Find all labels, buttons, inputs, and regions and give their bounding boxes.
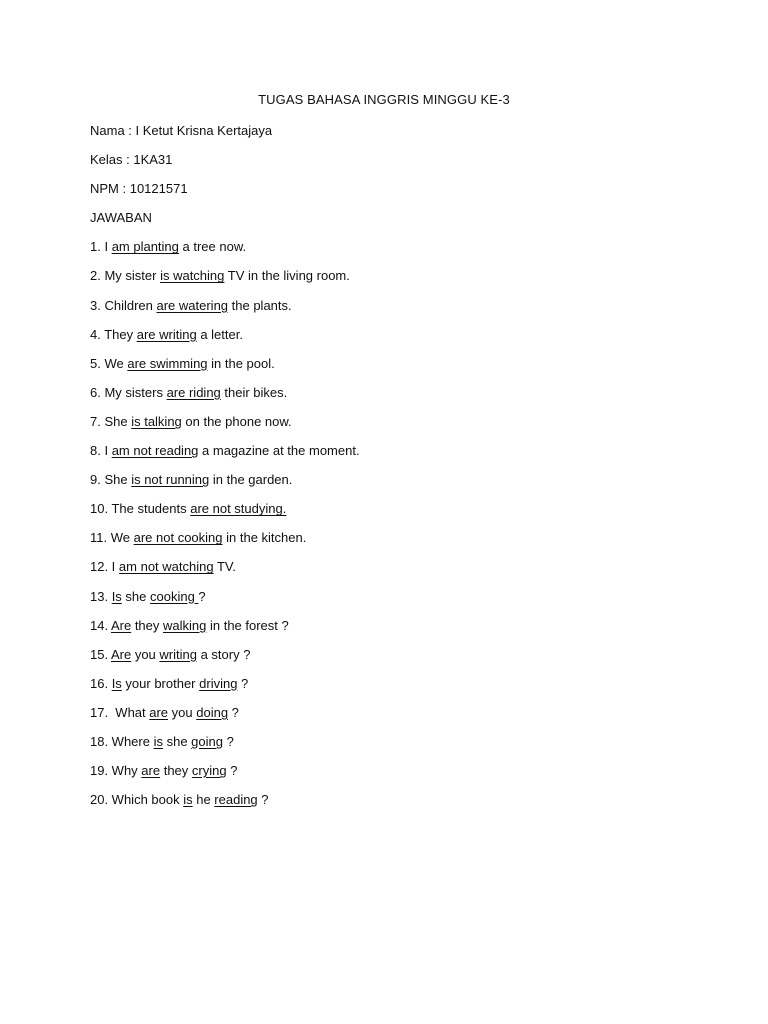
document-title: TUGAS BAHASA INGGRIS MINGGU KE-3 <box>258 92 510 107</box>
answer-line <box>90 238 730 267</box>
answer-text: 17. What <box>90 704 150 720</box>
answer-text: they <box>131 617 163 633</box>
answer-underlined-text: are writing <box>136 326 197 342</box>
answer-underlined-text: is <box>183 792 193 808</box>
answer-text: you <box>131 646 160 662</box>
answer-text: 16. <box>90 675 112 691</box>
answer-text: your brother <box>121 675 200 691</box>
answer-text: 14. <box>90 617 111 633</box>
answer-text: ? <box>198 588 206 604</box>
answer-underlined-text: is not running <box>131 472 210 488</box>
answer-text: a tree now. <box>178 239 247 255</box>
answer-underlined-text: Is <box>111 588 122 604</box>
answer-line <box>90 297 730 326</box>
answer-list <box>90 238 730 820</box>
answer-text: 5. We <box>90 355 128 371</box>
answer-underlined-text: is watching <box>160 268 225 284</box>
answer-text: 18. Where <box>90 733 154 749</box>
answer-text: 13. <box>90 588 112 604</box>
answer-text: TV. <box>213 559 237 575</box>
kelas-line: Kelas : 1KA31 <box>90 152 173 168</box>
answer-underlined-text: writing <box>159 646 197 662</box>
answer-text: on the phone now. <box>181 413 292 429</box>
answer-line <box>90 617 730 646</box>
answer-text: 7. She <box>90 413 132 429</box>
answer-text: 8. I <box>90 443 112 459</box>
answer-line <box>90 500 730 529</box>
answer-text: ? <box>226 763 238 779</box>
answer-line <box>90 558 730 587</box>
answer-line <box>90 442 730 471</box>
answer-text: he <box>192 792 215 808</box>
answer-line <box>90 413 730 442</box>
answer-text: in the pool. <box>207 355 275 371</box>
answer-text: a story ? <box>196 646 251 662</box>
answer-text: 19. Why <box>90 763 142 779</box>
answer-text: 15. <box>90 646 111 662</box>
answer-underlined-text: going <box>191 733 223 749</box>
npm-line: NPM : 10121571 <box>90 181 188 197</box>
document-body <box>90 122 730 820</box>
answer-line <box>90 529 730 558</box>
answer-underlined-text: driving <box>199 675 238 691</box>
answer-text: ? <box>257 792 269 808</box>
answer-underlined-text: walking <box>163 617 207 633</box>
answer-text: their bikes. <box>220 384 288 400</box>
answer-text: they <box>160 763 192 779</box>
answer-line <box>90 384 730 413</box>
answer-underlined-text: is <box>153 733 163 749</box>
answer-text: ? <box>222 733 234 749</box>
answer-line <box>90 646 730 675</box>
answer-underlined-text: are <box>141 763 161 779</box>
answer-line <box>90 733 730 762</box>
answer-text: you <box>168 704 197 720</box>
answer-underlined-text: are swimming <box>127 355 208 371</box>
answer-text: 10. The students <box>90 501 191 517</box>
answer-text: 6. My sisters <box>90 384 167 400</box>
answer-text: in the forest ? <box>206 617 289 633</box>
answer-text: 2. My sister <box>90 268 161 284</box>
answer-underlined-text: crying <box>191 763 227 779</box>
answer-text: 12. I <box>90 559 119 575</box>
answer-line <box>90 704 730 733</box>
answer-line <box>90 762 730 791</box>
answer-underlined-text: Are <box>110 617 132 633</box>
nama-line: Nama : I Ketut Krisna Kertajaya <box>90 123 273 138</box>
answer-text: 3. Children <box>90 297 157 313</box>
answer-underlined-text: am not watching <box>118 559 214 575</box>
answer-text: 4. They <box>90 326 137 342</box>
answer-underlined-text: doing <box>196 704 229 720</box>
answer-underlined-text: are not studying. <box>190 501 287 517</box>
answer-underlined-text: am not reading <box>111 443 199 459</box>
answer-line <box>90 675 730 704</box>
answer-line <box>90 267 730 296</box>
answer-text: 9. She <box>90 472 132 488</box>
answer-underlined-text: are riding <box>166 384 221 400</box>
answer-text: 20. Which book <box>90 792 184 808</box>
answer-line <box>90 791 730 820</box>
answer-underlined-text: are watering <box>156 297 229 313</box>
answer-underlined-text: reading <box>214 792 258 808</box>
answer-text: 1. I <box>90 239 112 255</box>
answer-line <box>90 355 730 384</box>
answer-text: 11. We <box>90 530 134 546</box>
jawaban-heading: JAWABAN <box>90 210 152 226</box>
answer-underlined-text: Is <box>111 675 122 691</box>
answer-text: a letter. <box>196 326 243 342</box>
answer-underlined-text: are not cooking <box>133 530 223 546</box>
answer-text: in the garden. <box>209 472 293 488</box>
answer-underlined-text: cooking <box>150 588 199 604</box>
answer-text: the plants. <box>228 297 292 313</box>
answer-text: a magazine at the moment. <box>198 443 360 459</box>
answer-text: she <box>162 733 192 749</box>
answer-line <box>90 326 730 355</box>
answer-text: ? <box>228 704 239 720</box>
answer-text: TV in the living room. <box>224 268 350 284</box>
answer-underlined-text: am planting <box>111 239 179 255</box>
answer-underlined-text: Are <box>110 646 132 662</box>
answer-underlined-text: is talking <box>131 413 182 429</box>
answer-line <box>90 471 730 500</box>
answer-line <box>90 588 730 617</box>
answer-text: she <box>121 588 150 604</box>
answer-text: ? <box>237 675 249 691</box>
answer-text: in the kitchen. <box>222 530 307 546</box>
answer-underlined-text: are <box>149 704 169 720</box>
